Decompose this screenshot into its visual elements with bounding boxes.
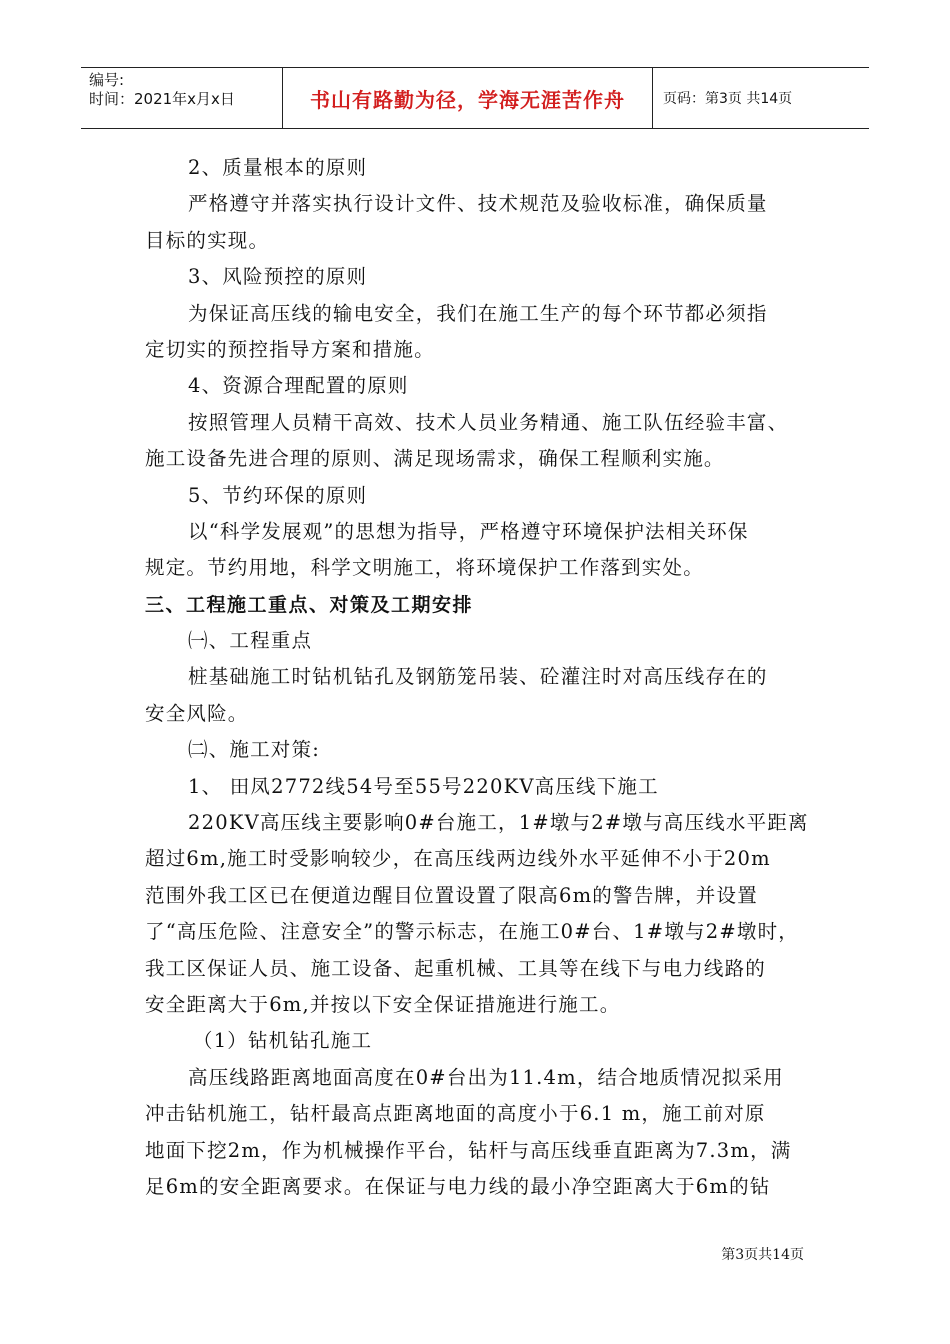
header-page-info: 页码：第3页 共14页 [663, 91, 793, 107]
text-line: 3、风险预控的原则 [188, 265, 368, 289]
text-line: 安全距离大于6m,并按以下安全保证措施进行施工。 [145, 992, 621, 1016]
text-line: （1）钻机钻孔施工 [193, 1029, 373, 1053]
text-line: 冲击钻机施工，钻杆最高点距离地面的高度小于6.1 m，施工前对原 [145, 1102, 766, 1126]
text-line: 按照管理人员精干高效、技术人员业务精通、施工队伍经验丰富、 [188, 410, 789, 434]
header-meta-cell [81, 68, 283, 128]
text-line: 定切实的预控指导方案和措施。 [145, 337, 435, 361]
text-line: ㈠、工程重点 [188, 629, 313, 653]
time-label: 时间：2021年x月x日 [89, 90, 235, 108]
text-line: 1、 田凤2772线54号至55号220KV高压线下施工 [188, 774, 659, 798]
number-label: 编号: [89, 71, 125, 89]
text-line: 超过6m,施工时受影响较少，在高压线两边线外水平延伸不小于20m [145, 847, 771, 871]
section-heading: 三、工程施工重点、对策及工期安排 [145, 593, 474, 616]
text-line: 了“高压危险、注意安全”的警示标志，在施工0#台、1#墩与2#墩时， [145, 920, 799, 944]
text-line: 以“科学发展观”的思想为指导，严格遵守环境保护法相关环保 [188, 519, 749, 543]
text-line: 5、节约环保的原则 [188, 483, 368, 507]
text-line: 为保证高压线的输电安全，我们在施工生产的每个环节都必须指 [188, 301, 768, 325]
text-line: 严格遵守并落实执行设计文件、技术规范及验收标准，确保质量 [188, 192, 768, 216]
text-line: 地面下挖2m，作为机械操作平台，钻杆与高压线垂直距离为7.3m，满 [145, 1138, 792, 1162]
text-line: 桩基础施工时钻机钻孔及钢筋笼吊装、砼灌注时对高压线存在的 [188, 665, 768, 689]
text-line: 220KV高压线主要影响0#台施工，1#墩与2#墩与高压线水平距离 [188, 811, 809, 835]
text-line: ㈡、施工对策: [188, 738, 320, 762]
text-line: 目标的实现。 [145, 228, 270, 252]
document-body [145, 150, 815, 1205]
text-line: 范围外我工区已在便道边醒目位置设置了限高6m的警告牌，并设置 [145, 883, 758, 907]
page-footer: 第3页共14页 [721, 1247, 804, 1263]
text-line: 安全风险。 [145, 701, 249, 725]
text-line: 规定。节约用地，科学文明施工，将环境保护工作落到实处。 [145, 556, 704, 580]
header-table [81, 67, 869, 129]
text-line: 4、资源合理配置的原则 [188, 374, 409, 398]
header-motto: 书山有路勤为径，学海无涯苦作舟 [283, 68, 653, 128]
text-line: 施工设备先进合理的原则、满足现场需求，确保工程顺利实施。 [145, 447, 725, 471]
text-line: 足6m的安全距离要求。在保证与电力线的最小净空距离大于6m的钻 [145, 1174, 771, 1198]
text-line: 高压线路距离地面高度在0#台出为11.4m，结合地质情况拟采用 [188, 1065, 784, 1089]
text-line: 我工区保证人员、施工设备、起重机械、工具等在线下与电力线路的 [145, 956, 767, 980]
text-line: 2、质量根本的原则 [188, 156, 368, 179]
